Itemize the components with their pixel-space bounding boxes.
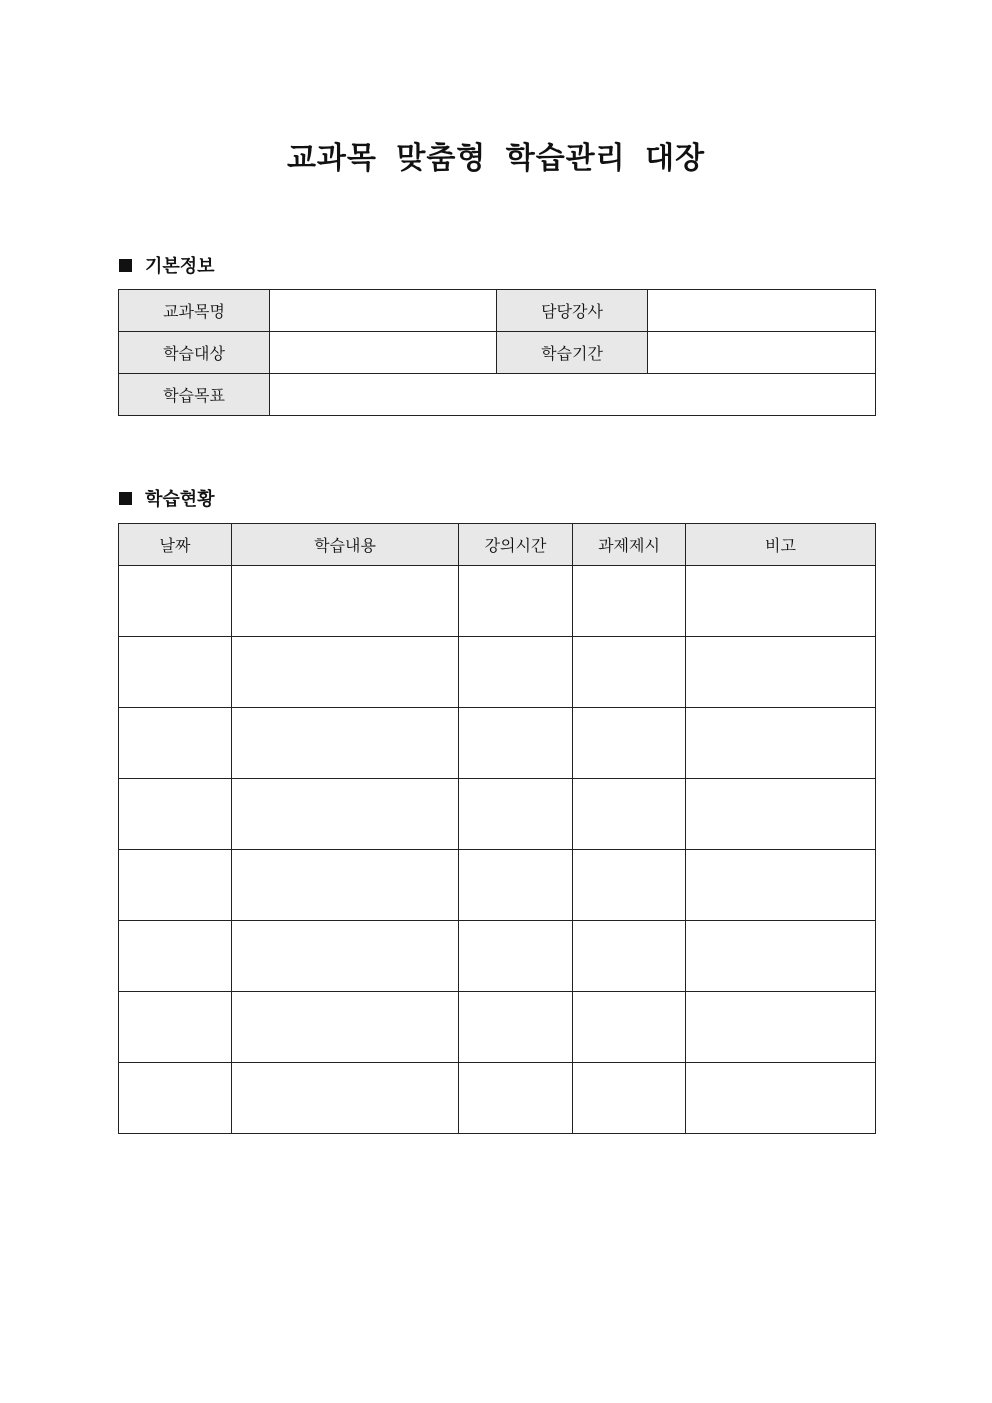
lecture-hours-cell[interactable] xyxy=(459,708,573,779)
instructor-field[interactable] xyxy=(648,290,876,332)
table-row xyxy=(119,708,876,779)
content-cell[interactable] xyxy=(232,637,459,708)
column-header-assignment: 과제제시 xyxy=(573,524,686,566)
date-cell[interactable] xyxy=(119,566,232,637)
basic-info-table xyxy=(118,289,876,416)
remarks-cell[interactable] xyxy=(686,708,876,779)
lecture-hours-cell[interactable] xyxy=(459,779,573,850)
table-row xyxy=(119,1063,876,1134)
date-cell[interactable] xyxy=(119,779,232,850)
table-row xyxy=(119,850,876,921)
table-row xyxy=(119,921,876,992)
page-title: 교과목 맞춤형 학습관리 대장 xyxy=(286,141,706,176)
remarks-cell[interactable] xyxy=(686,850,876,921)
remarks-cell[interactable] xyxy=(686,1063,876,1134)
assignment-cell[interactable] xyxy=(573,637,686,708)
assignment-cell[interactable] xyxy=(573,566,686,637)
goal-field[interactable] xyxy=(270,374,876,416)
content-cell[interactable] xyxy=(232,708,459,779)
section-heading-basic-info xyxy=(119,252,215,278)
content-cell[interactable] xyxy=(232,850,459,921)
table-row xyxy=(119,374,876,416)
section-heading-learning-status xyxy=(119,485,215,511)
date-cell[interactable] xyxy=(119,992,232,1063)
assignment-cell[interactable] xyxy=(573,779,686,850)
course-name-field[interactable] xyxy=(270,290,497,332)
assignment-cell[interactable] xyxy=(573,708,686,779)
learning-status-table xyxy=(118,523,876,1134)
table-row xyxy=(119,779,876,850)
remarks-cell[interactable] xyxy=(686,566,876,637)
remarks-cell[interactable] xyxy=(686,779,876,850)
content-cell[interactable] xyxy=(232,779,459,850)
content-cell[interactable] xyxy=(232,921,459,992)
column-header-date: 날짜 xyxy=(119,524,232,566)
content-cell[interactable] xyxy=(232,1063,459,1134)
date-cell[interactable] xyxy=(119,708,232,779)
period-field[interactable] xyxy=(648,332,876,374)
table-row xyxy=(119,290,876,332)
table-row xyxy=(119,992,876,1063)
table-row xyxy=(119,566,876,637)
square-bullet-icon xyxy=(119,492,132,505)
assignment-cell[interactable] xyxy=(573,992,686,1063)
date-cell[interactable] xyxy=(119,850,232,921)
date-cell[interactable] xyxy=(119,1063,232,1134)
target-field[interactable] xyxy=(270,332,497,374)
goal-label: 학습목표 xyxy=(119,374,270,416)
assignment-cell[interactable] xyxy=(573,850,686,921)
section-heading-learning-status-label: 학습현황 xyxy=(145,489,215,510)
content-cell[interactable] xyxy=(232,992,459,1063)
course-name-label: 교과목명 xyxy=(119,290,270,332)
column-header-lecture-hours: 강의시간 xyxy=(459,524,573,566)
remarks-cell[interactable] xyxy=(686,637,876,708)
lecture-hours-cell[interactable] xyxy=(459,850,573,921)
assignment-cell[interactable] xyxy=(573,921,686,992)
remarks-cell[interactable] xyxy=(686,921,876,992)
lecture-hours-cell[interactable] xyxy=(459,921,573,992)
date-cell[interactable] xyxy=(119,921,232,992)
lecture-hours-cell[interactable] xyxy=(459,637,573,708)
section-heading-basic-info-label: 기본정보 xyxy=(145,256,215,277)
date-cell[interactable] xyxy=(119,637,232,708)
column-header-remarks: 비고 xyxy=(686,524,876,566)
lecture-hours-cell[interactable] xyxy=(459,992,573,1063)
remarks-cell[interactable] xyxy=(686,992,876,1063)
instructor-label: 담당강사 xyxy=(497,290,648,332)
column-header-content: 학습내용 xyxy=(232,524,459,566)
table-row xyxy=(119,637,876,708)
content-cell[interactable] xyxy=(232,566,459,637)
period-label: 학습기간 xyxy=(497,332,648,374)
assignment-cell[interactable] xyxy=(573,1063,686,1134)
target-label: 학습대상 xyxy=(119,332,270,374)
lecture-hours-cell[interactable] xyxy=(459,566,573,637)
square-bullet-icon xyxy=(119,259,132,272)
table-header-row xyxy=(119,524,876,566)
lecture-hours-cell[interactable] xyxy=(459,1063,573,1134)
table-row xyxy=(119,332,876,374)
